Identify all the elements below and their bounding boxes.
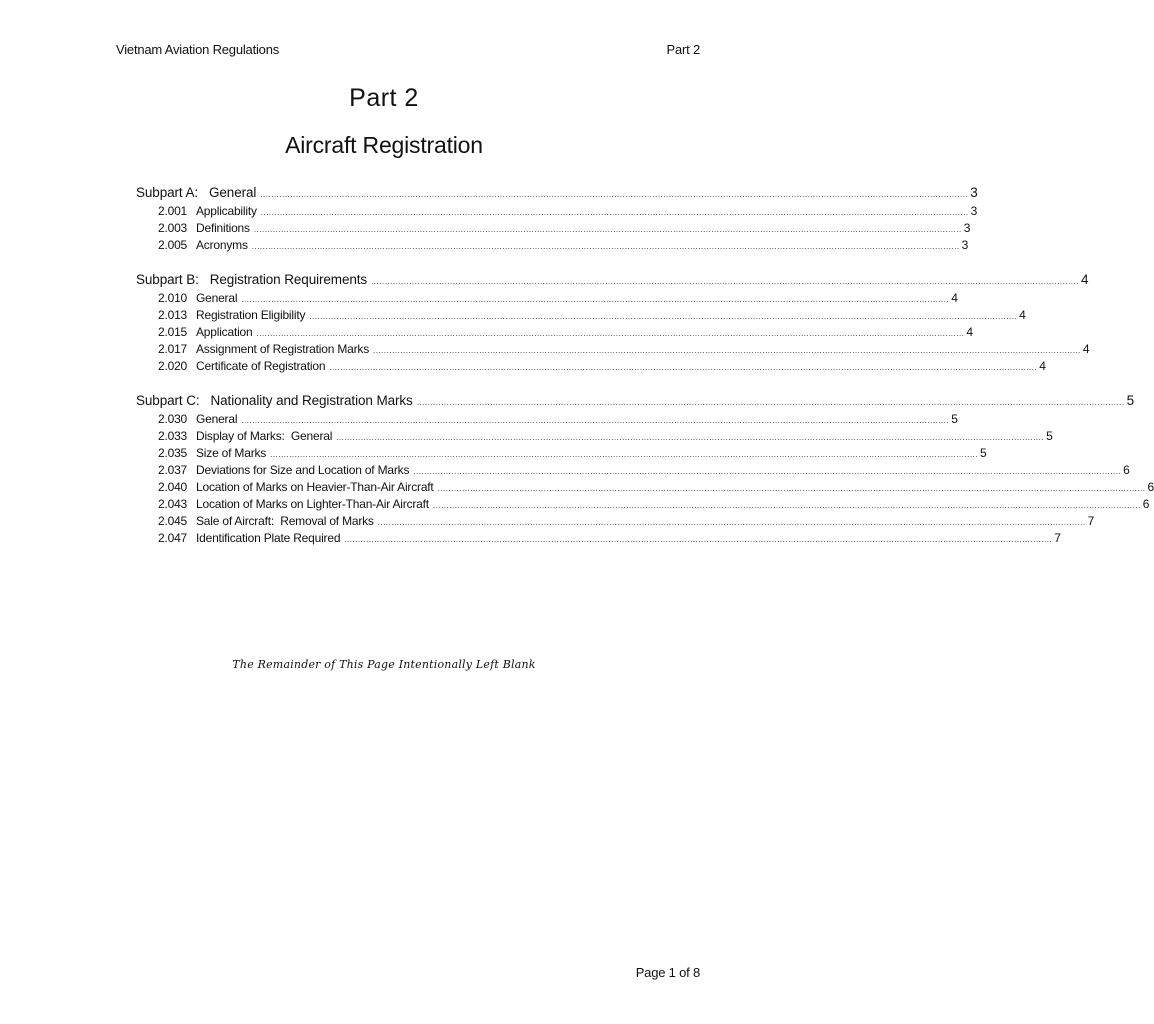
toc-section-number: 2.033	[158, 429, 188, 443]
toc-page-number: 4	[1082, 342, 1090, 356]
toc-subpart-title: Registration Requirements	[209, 272, 368, 287]
toc-section-entry[interactable]	[136, 411, 958, 428]
toc-section-number: 2.035	[158, 446, 188, 460]
toc-page-number: 5	[979, 446, 987, 460]
toc-section-entry[interactable]	[136, 479, 1154, 496]
toc-section-entry[interactable]	[136, 513, 1095, 530]
toc-dot-leader: ....................................................................................................................................................................................................................................................................	[437, 484, 1146, 493]
toc-subpart-entry[interactable]	[136, 390, 1135, 411]
toc-dot-leader: ....................................................................................................................................................................................................................................................................	[241, 416, 950, 425]
toc-section-entry[interactable]	[136, 290, 958, 307]
toc-section-entry[interactable]	[136, 220, 971, 237]
toc-page-number: 5	[1046, 429, 1053, 443]
toc-dot-leader: ....................................................................................................................................................................................................................................................................	[253, 225, 962, 234]
toc-dot-leader: ....................................................................................................................................................................................................................................................................	[256, 329, 965, 338]
toc-section-number: 2.030	[158, 412, 188, 426]
table-of-contents	[136, 182, 1154, 562]
toc-subpart-id: Subpart A:	[136, 185, 199, 200]
toc-subpart-id: Subpart B:	[136, 272, 199, 287]
toc-spacer	[198, 185, 209, 200]
toc-section-entry[interactable]	[136, 203, 978, 220]
toc-section-entry[interactable]	[136, 445, 987, 462]
toc-subpart-entry[interactable]	[136, 182, 978, 203]
toc-section-title: Applicability	[196, 204, 257, 218]
toc-dot-leader: ....................................................................................................................................................................................................................................................................	[329, 363, 1038, 372]
toc-spacer	[200, 393, 211, 408]
toc-page-number: 7	[1054, 531, 1061, 545]
header-left: Vietnam Aviation Regulations	[116, 42, 280, 57]
toc-section-title: Deviations for Size and Location of Marks	[196, 463, 410, 477]
toc-section-entry[interactable]	[136, 358, 1046, 375]
toc-section-title: Certificate of Registration	[196, 359, 326, 373]
toc-section-entry[interactable]	[136, 324, 973, 341]
toc-section-title: General	[196, 412, 238, 426]
toc-section-entry[interactable]	[136, 462, 1130, 479]
toc-section-title: Size of Marks	[196, 446, 267, 460]
toc-subpart-group	[136, 269, 1090, 375]
toc-subpart-title: Nationality and Registration Marks	[210, 393, 413, 408]
toc-subpart-title: General	[209, 185, 257, 200]
toc-section-number: 2.005	[158, 238, 188, 252]
toc-section-title: Assignment of Registration Marks	[196, 342, 370, 356]
toc-dot-leader: ....................................................................................................................................................................................................................................................................	[251, 242, 960, 251]
header-right: Part 2	[666, 42, 700, 57]
toc-dot-leader: ....................................................................................................................................................................................................................................................................	[371, 277, 1079, 286]
toc-page-number: 4	[966, 325, 973, 339]
toc-dot-leader: ....................................................................................................................................................................................................................................................................	[260, 190, 969, 199]
toc-spacer	[199, 272, 210, 287]
toc-section-title: General	[196, 291, 238, 305]
toc-section-title: Location of Marks on Lighter-Than-Air Aircraft	[196, 497, 429, 511]
toc-page-number: 6	[1123, 463, 1130, 477]
toc-subpart-id: Subpart C:	[136, 393, 200, 408]
toc-section-number: 2.043	[158, 497, 188, 511]
toc-section-title: Display of Marks: General	[196, 429, 333, 443]
toc-section-number: 2.047	[158, 531, 188, 545]
toc-page-number: 3	[970, 204, 978, 218]
toc-section-title: Identification Plate Required	[196, 531, 341, 545]
toc-section-number: 2.045	[158, 514, 188, 528]
toc-section-title: Sale of Aircraft: Removal of Marks	[196, 514, 374, 528]
toc-dot-leader: ....................................................................................................................................................................................................................................................................	[413, 467, 1122, 476]
toc-page-number: 5	[951, 412, 958, 426]
toc-section-number: 2.013	[158, 308, 188, 322]
toc-dot-leader: ....................................................................................................................................................................................................................................................................	[344, 535, 1053, 544]
toc-dot-leader: ....................................................................................................................................................................................................................................................................	[241, 295, 950, 304]
toc-page-number: 3	[963, 221, 971, 235]
toc-dot-leader: ....................................................................................................................................................................................................................................................................	[270, 450, 978, 459]
blank-page-note: The Remainder of This Page Intentionally Left Blank	[232, 658, 536, 671]
toc-section-title: Location of Marks on Heavier-Than-Air Aircraft	[196, 480, 434, 494]
toc-section-entry[interactable]	[136, 428, 1053, 445]
toc-section-title: Acronyms	[196, 238, 248, 252]
toc-section-number: 2.010	[158, 291, 188, 305]
toc-page-number: 4	[1019, 308, 1026, 322]
toc-page-number: 4	[951, 291, 958, 305]
toc-page-number: 5	[1126, 393, 1135, 408]
toc-subpart-label	[136, 390, 413, 411]
toc-subpart-label	[136, 182, 256, 203]
page-number-footer: Page 1 of 8	[635, 965, 700, 980]
toc-section-number: 2.001	[158, 204, 188, 218]
toc-dot-leader: ....................................................................................................................................................................................................................................................................	[260, 208, 969, 217]
toc-page-number: 7	[1087, 514, 1095, 528]
toc-section-entry[interactable]	[136, 496, 1150, 513]
toc-section-title: Registration Eligibility	[196, 308, 306, 322]
toc-section-title: Definitions	[196, 221, 250, 235]
toc-section-entry[interactable]	[136, 307, 1026, 324]
toc-dot-leader: ....................................................................................................................................................................................................................................................................	[373, 346, 1081, 355]
toc-subpart-label	[136, 269, 367, 290]
toc-section-entry[interactable]	[136, 341, 1090, 358]
toc-dot-leader: ....................................................................................................................................................................................................................................................................	[309, 312, 1018, 321]
toc-section-title: Application	[196, 325, 253, 339]
page-title: Aircraft Registration	[285, 132, 483, 158]
toc-page-number: 6	[1142, 497, 1150, 511]
toc-dot-leader: ....................................................................................................................................................................................................................................................................	[336, 433, 1045, 442]
toc-subpart-entry[interactable]	[136, 269, 1089, 290]
toc-section-number: 2.015	[158, 325, 188, 339]
toc-section-number: 2.003	[158, 221, 188, 235]
toc-section-number: 2.017	[158, 342, 188, 356]
toc-subpart-group	[136, 182, 978, 254]
toc-page-number: 4	[1039, 359, 1046, 373]
toc-section-entry[interactable]	[136, 530, 1061, 547]
toc-section-number: 2.020	[158, 359, 188, 373]
toc-page-number: 4	[1080, 272, 1089, 287]
toc-page-number: 3	[970, 185, 978, 200]
toc-dot-leader: ....................................................................................................................................................................................................................................................................	[416, 398, 1125, 407]
toc-section-entry[interactable]	[136, 237, 969, 254]
toc-subpart-group	[136, 390, 1154, 547]
toc-section-number: 2.037	[158, 463, 188, 477]
toc-section-number: 2.040	[158, 480, 188, 494]
toc-page-number: 3	[961, 238, 969, 252]
running-header	[116, 42, 700, 60]
toc-dot-leader: ....................................................................................................................................................................................................................................................................	[377, 518, 1086, 527]
toc-page-number: 6	[1147, 480, 1154, 494]
toc-dot-leader: ....................................................................................................................................................................................................................................................................	[432, 501, 1141, 510]
part-title: Part 2	[349, 84, 419, 112]
